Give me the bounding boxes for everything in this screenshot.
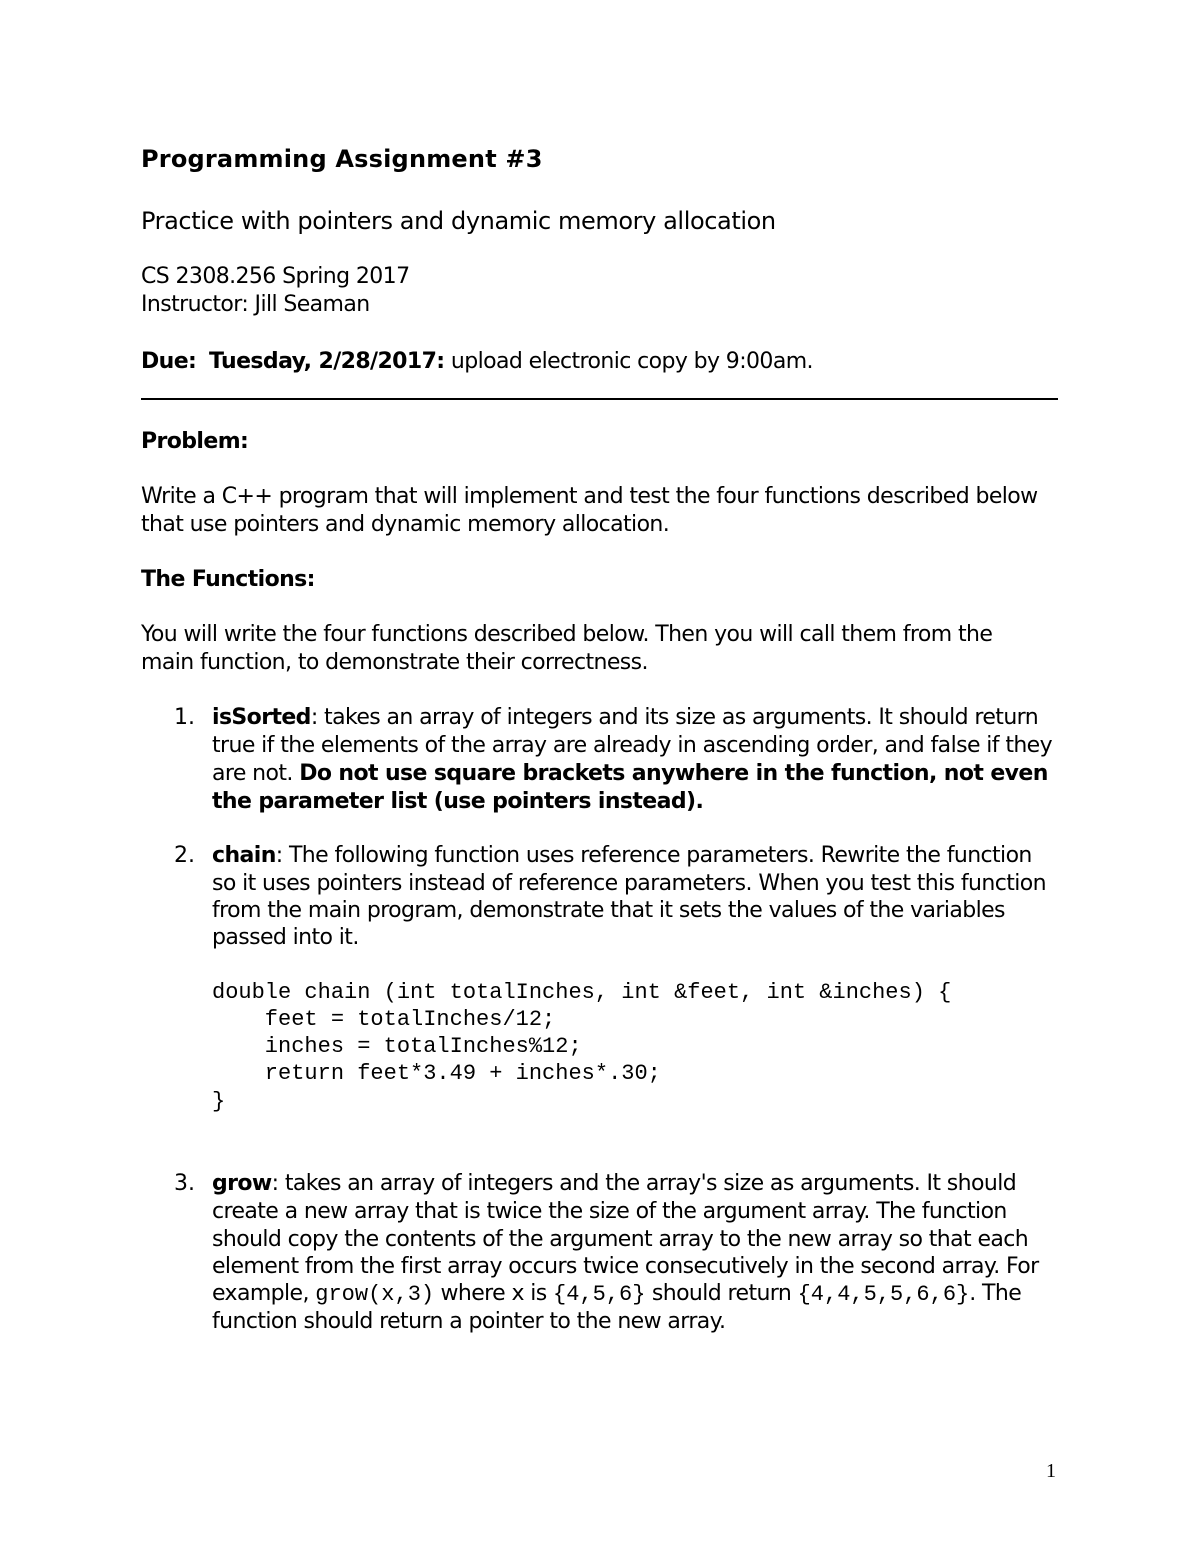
code-line-4: return feet*3.49 + inches*.30;: [212, 1061, 661, 1086]
item-3-line-1: grow: takes an array of integers and the array's size as arguments. It should: [212, 1171, 1017, 1196]
page-subtitle: Practice with pointers and dynamic memory allocation: [141, 207, 776, 235]
item-2-number: 2.: [174, 843, 195, 868]
item-3-line-6: function should return a pointer to the new array.: [212, 1309, 726, 1334]
page-number: 1: [1046, 1460, 1056, 1482]
item-1-number: 1.: [174, 705, 195, 730]
horizontal-rule: [141, 398, 1058, 400]
problem-line-1: Write a C++ program that will implement and test the four functions described below: [141, 484, 1038, 509]
code-line-3: inches = totalInches%12;: [212, 1034, 582, 1059]
due-label: Due:: [141, 349, 197, 374]
due-date: Tuesday, 2/28/2017:: [209, 349, 445, 374]
item-3-line-2: create a new array that is twice the size of the argument array. The function: [212, 1199, 1007, 1224]
item-3-number: 3.: [174, 1171, 195, 1196]
item-3-name: grow: [212, 1171, 272, 1196]
problem-heading: Problem:: [141, 429, 249, 454]
item-2-line-3: from the main program, demonstrate that it sets the values of the variables: [212, 898, 1005, 923]
item-2-name: chain: [212, 843, 276, 868]
item-1-line-3: are not. Do not use square brackets anywhere in the function, not even: [212, 761, 1048, 786]
inline-code: {4,4,5,5,6,6}: [797, 1282, 970, 1307]
item-3-line-5: example, grow(x,3) where x is {4,5,6} should return {4,4,5,5,6,6}. The: [212, 1281, 1022, 1307]
functions-intro-line-2: main function, to demonstrate their correctness.: [141, 650, 648, 675]
course-line: CS 2308.256 Spring 2017: [141, 264, 410, 289]
due-text: upload electronic copy by 9:00am.: [444, 349, 813, 374]
functions-intro-line-1: You will write the four functions described below. Then you will call them from the: [141, 622, 993, 647]
code-line-2: feet = totalInches/12;: [212, 1007, 556, 1032]
due-line: [141, 348, 813, 376]
item-3-line-3: should copy the contents of the argument array to the new array so that each: [212, 1227, 1029, 1252]
problem-line-2: that use pointers and dynamic memory allocation.: [141, 512, 670, 537]
item-1-name: isSorted: [212, 705, 311, 730]
inline-code: {4,5,6}: [553, 1282, 646, 1307]
inline-code: grow(x,3): [315, 1282, 435, 1307]
item-2-line-4: passed into it.: [212, 925, 359, 950]
item-2-line-1: chain: The following function uses reference parameters. Rewrite the function: [212, 843, 1032, 868]
page-title: Programming Assignment #3: [141, 145, 543, 173]
code-line-1: double chain (int totalInches, int &feet, int &inches) {: [212, 980, 952, 1005]
code-line-5: }: [212, 1089, 226, 1114]
item-1-line-1: isSorted: takes an array of integers and its size as arguments. It should return: [212, 705, 1039, 730]
functions-heading: The Functions:: [141, 567, 315, 592]
item-3-line-4: element from the first array occurs twice consecutively in the second array. For: [212, 1254, 1039, 1279]
item-2-line-2: so it uses pointers instead of reference parameters. When you test this function: [212, 871, 1046, 896]
instructor-line: Instructor: Jill Seaman: [141, 292, 370, 317]
item-1-line-4: the parameter list (use pointers instead).: [212, 789, 704, 814]
item-1-line-2: true if the elements of the array are already in ascending order, and false if they: [212, 733, 1053, 758]
